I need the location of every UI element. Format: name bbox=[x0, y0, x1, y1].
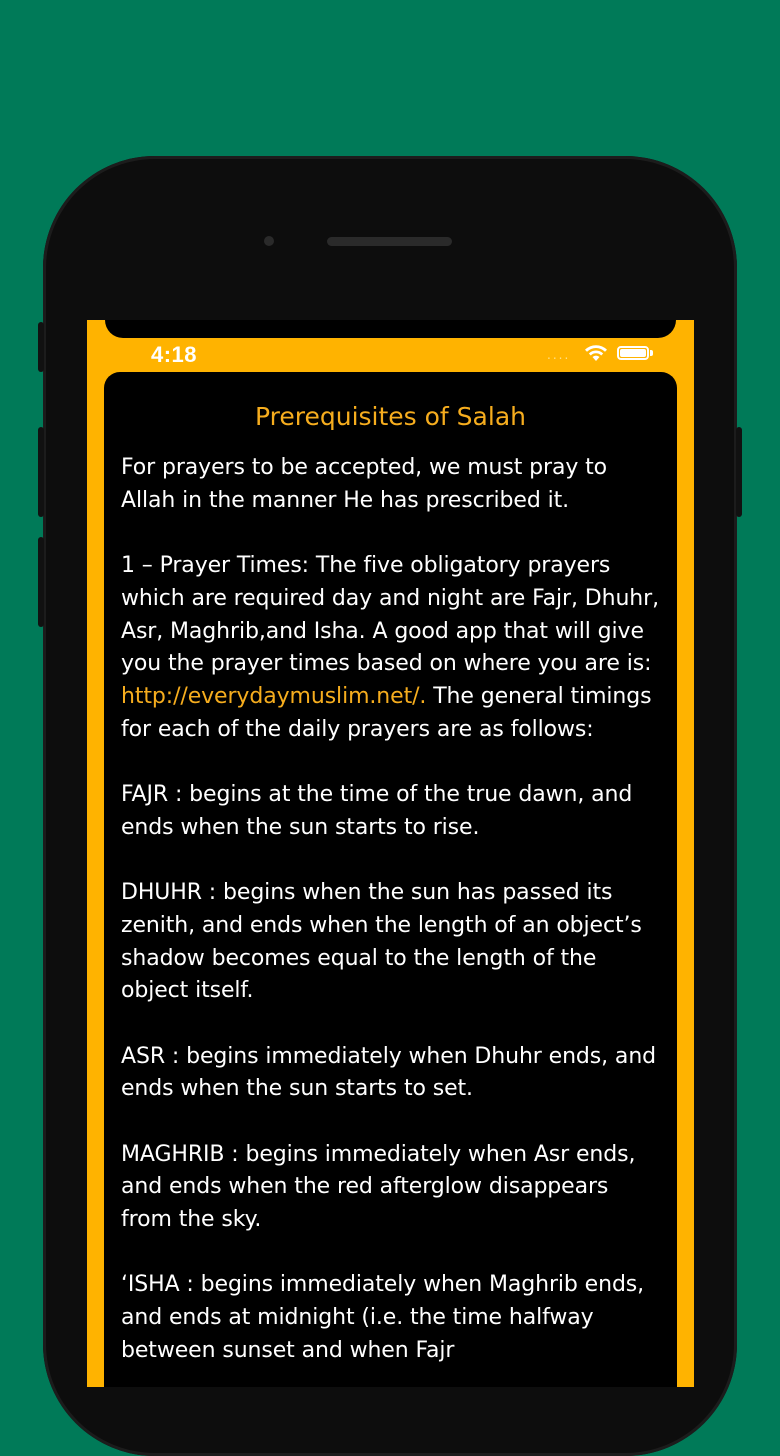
article-body bbox=[121, 452, 661, 1387]
intro-paragraph: For prayers to be accepted, we must pray to Allah in the manner He has prescribed it. bbox=[121, 455, 608, 513]
signal-icon: .... bbox=[547, 348, 571, 362]
phone-volume-down bbox=[38, 537, 44, 627]
prayer-times-paragraph bbox=[121, 550, 661, 746]
article-title: Prerequisites of Salah bbox=[255, 402, 526, 431]
asr-paragraph: ASR : begins immediately when Dhuhr ends, and ends when the sun starts to set. bbox=[121, 1043, 657, 1102]
fajr-paragraph: FAJR : begins at the time of the true dawn, and ends when the sun starts to rise. bbox=[121, 782, 633, 840]
battery-tip bbox=[650, 350, 653, 356]
prayer-times-link[interactable]: http://everydaymuslim.net/. bbox=[121, 683, 427, 709]
phone-mute-switch bbox=[38, 322, 44, 372]
isha-paragraph: ‘ISHA : begins immediately when Maghrib ends, and ends at midnight (i.e. the time halfway between sunset and when Fajr bbox=[121, 1272, 645, 1363]
dhuhr-paragraph: DHUHR : begins when the sun has passed its zenith, and ends when the length of an object’s shadow becomes equal to the length of the object itself. bbox=[121, 880, 642, 1004]
phone-power-button bbox=[736, 427, 742, 517]
maghrib-paragraph: MAGHRIB : begins immediately when Asr ends, and ends when the red afterglow disappears from the sky. bbox=[121, 1141, 636, 1233]
phone-camera bbox=[264, 236, 274, 246]
phone-volume-up bbox=[38, 427, 44, 517]
screen-notch bbox=[105, 320, 676, 338]
prayer-times-text: 1 – Prayer Times: The five obligatory prayers which are required day and night are Fajr, Dhuhr, Asr, Maghrib,and Isha. A good app that will give you the prayer times based on where you are is: bbox=[121, 553, 659, 677]
status-time: 4:18 bbox=[151, 342, 198, 367]
article-card bbox=[104, 372, 677, 1387]
prayer-times-after: The general timings for each of the daily prayers are as follows: bbox=[121, 683, 652, 742]
wifi-icon bbox=[584, 344, 608, 362]
phone-speaker bbox=[327, 237, 452, 246]
battery-icon bbox=[617, 346, 649, 360]
phone-screen bbox=[87, 320, 694, 1387]
